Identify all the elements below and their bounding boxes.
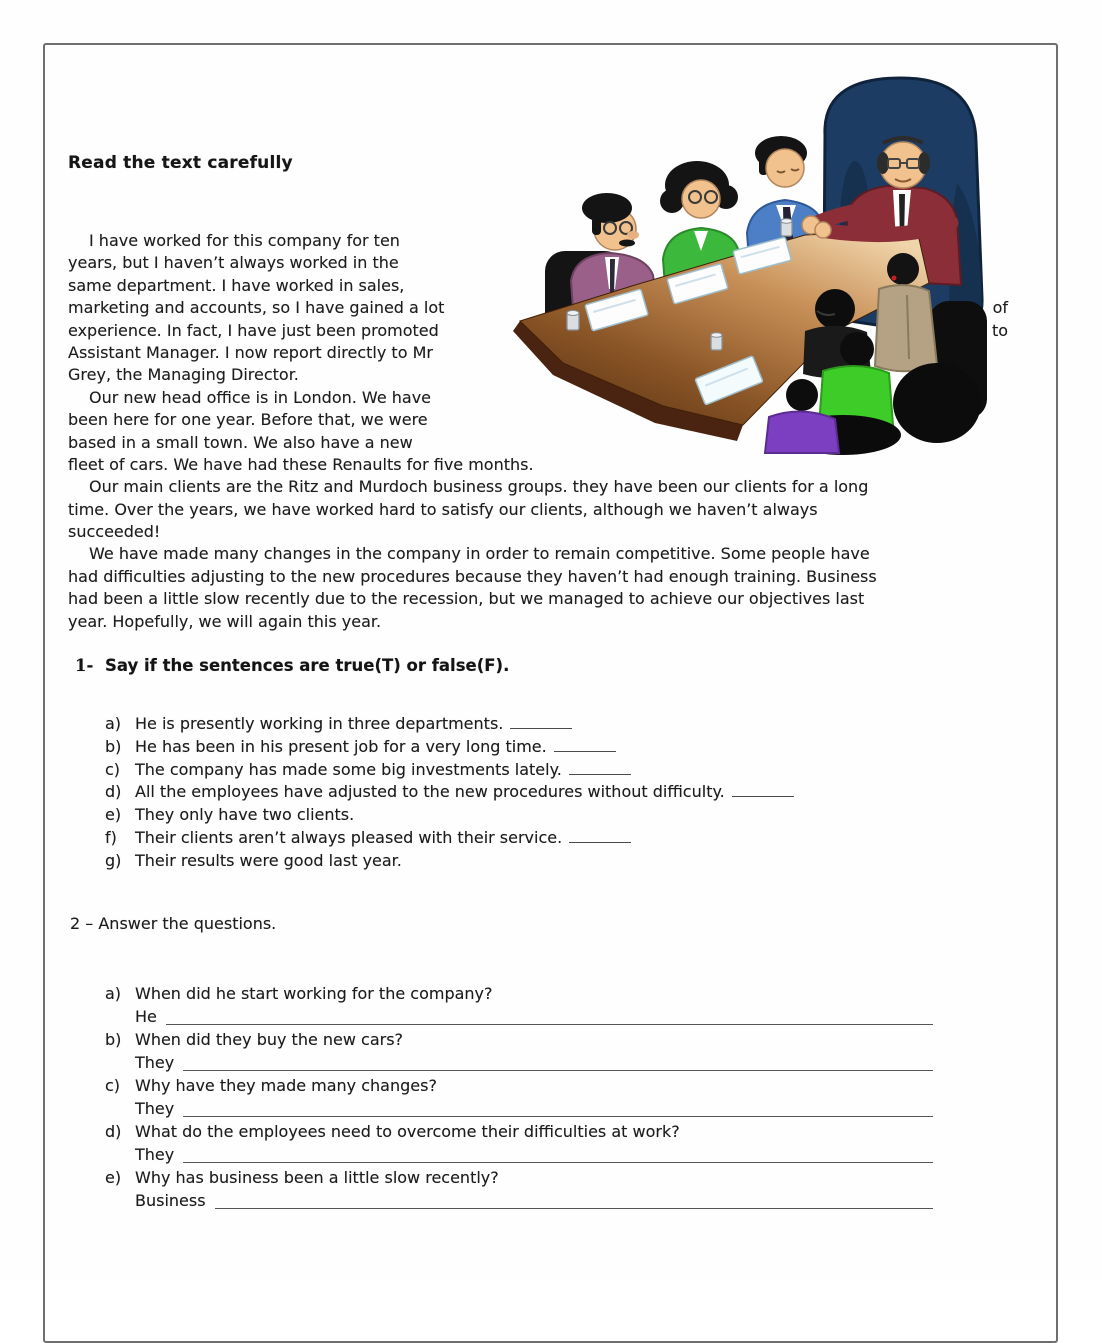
- text-line: same department. I have worked in sales,: [68, 275, 405, 295]
- section2-heading: 2 – Answer the questions.: [70, 914, 277, 933]
- page-title: Read the text carefully: [68, 153, 293, 173]
- question-c: c) Why have they made many changes?: [105, 1076, 437, 1095]
- wrapped-word: to: [991, 320, 1008, 340]
- answer-e: Business: [105, 1189, 933, 1212]
- text-line: time. Over the years, we have worked hard to satisfy our clients, although we haven’t always: [68, 499, 818, 519]
- text-line: marketing and accounts, so I have gained a lot of: [68, 297, 1008, 319]
- question-a: a) When did he start working for the company?: [105, 984, 493, 1003]
- wrapped-word: of: [992, 298, 1008, 318]
- answer-line-a[interactable]: [166, 1013, 933, 1025]
- answer-d: They: [105, 1143, 933, 1166]
- tf-item-d: d) All the employees have adjusted to the new procedures without difficulty.: [105, 781, 995, 804]
- tf-item-g: g) Their results were good last year.: [105, 850, 402, 870]
- answer-line-b[interactable]: [183, 1059, 933, 1071]
- text-line: year. Hopefully, we will again this year.: [68, 611, 382, 631]
- tf-blank-a[interactable]: [510, 715, 572, 729]
- tf-blank-c[interactable]: [569, 761, 631, 775]
- section1-title: Say if the sentences are true(T) or false(F).: [105, 656, 510, 675]
- section1-number: 1-: [75, 656, 94, 675]
- text-line: experience. In fact, I have just been promoted to: [68, 320, 1008, 342]
- tf-item-f: f) Their clients aren’t always pleased with their service.: [105, 827, 995, 850]
- tf-blank-b[interactable]: [554, 738, 616, 752]
- question-d: d) What do the employees need to overcome their difficulties at work?: [105, 1122, 680, 1141]
- answer-line-c[interactable]: [183, 1105, 933, 1117]
- tf-item-b: b) He has been in his present job for a very long time.: [105, 736, 995, 759]
- text-line: had been a little slow recently due to the recession, but we managed to achieve our objectives last: [68, 589, 865, 609]
- answer-c: They: [105, 1097, 933, 1120]
- true-false-list: [105, 713, 995, 873]
- answer-line-d[interactable]: [183, 1151, 933, 1163]
- text-line: Our new head office is in London. We have: [89, 387, 431, 407]
- text-line: had difficulties adjusting to the new procedures because they haven’t had enough training. Business: [68, 566, 877, 586]
- tf-item-e: e) They only have two clients.: [105, 805, 355, 825]
- tf-blank-d[interactable]: [732, 783, 794, 797]
- section1-heading: [75, 656, 509, 675]
- text-line: based in a small town. We also have a new: [68, 432, 413, 452]
- text-line: been here for one year. Before that, we were: [68, 410, 428, 430]
- question-e: e) Why has business been a little slow recently?: [105, 1168, 499, 1187]
- text-line: years, but I haven’t always worked in the: [68, 253, 399, 273]
- tf-item-a: a) He is presently working in three departments.: [105, 713, 995, 736]
- questions-list: [105, 982, 933, 1212]
- text-line: Grey, the Managing Director.: [68, 365, 299, 385]
- tf-item-c: c) The company has made some big investments lately.: [105, 759, 995, 782]
- text-line: Our main clients are the Ritz and Murdoch business groups. they have been our clients for a long: [89, 477, 869, 497]
- text-line: Assistant Manager. I now report directly to Mr: [68, 342, 433, 362]
- text-line: fleet of cars. We have had these Renaults for five months.: [68, 454, 534, 474]
- answer-b: They: [105, 1051, 933, 1074]
- answer-line-e[interactable]: [215, 1197, 933, 1209]
- text-line: I have worked for this company for ten: [89, 231, 400, 250]
- tf-blank-f[interactable]: [569, 829, 631, 843]
- text-line: succeeded!: [68, 522, 161, 542]
- reading-text: [68, 230, 1008, 633]
- text-line: We have made many changes in the company in order to remain competitive. Some people have: [89, 544, 870, 564]
- answer-a: He: [105, 1005, 933, 1028]
- question-b: b) When did they buy the new cars?: [105, 1030, 404, 1049]
